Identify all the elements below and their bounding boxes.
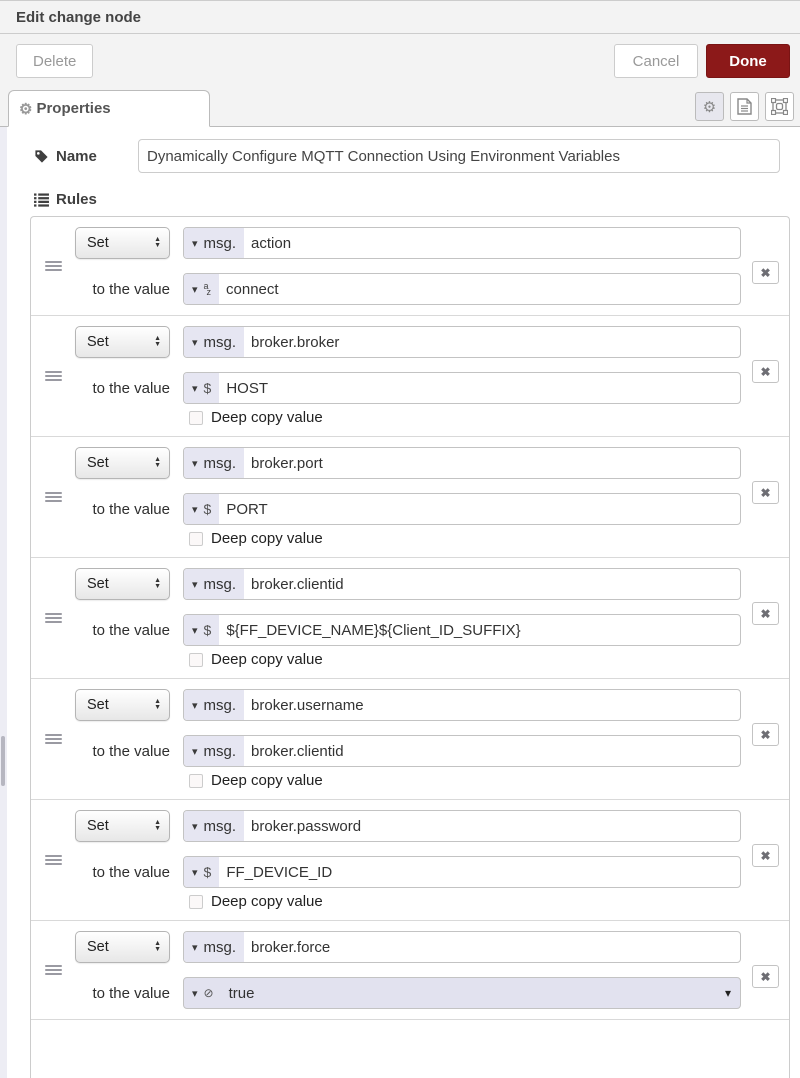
rule-value-input[interactable]: [183, 856, 741, 888]
button-bar: [0, 34, 800, 88]
deep-copy-checkbox[interactable]: [189, 895, 203, 909]
caret-down-icon: ▾: [192, 745, 198, 758]
node-settings-button[interactable]: [695, 92, 724, 121]
select-arrows-icon: ▲ ▼: [154, 456, 161, 469]
property-type-button[interactable]: [184, 569, 244, 599]
delete-rule-button[interactable]: [752, 261, 779, 284]
rule-action-label: Set: [87, 576, 109, 592]
rule-row: [31, 679, 789, 800]
expand-editor-button[interactable]: [765, 92, 794, 121]
select-arrows-icon: ▲ ▼: [154, 819, 161, 832]
x-icon: ✖: [760, 606, 771, 621]
done-button[interactable]: Done: [706, 44, 790, 78]
rule-property-input[interactable]: [183, 810, 741, 842]
rule-action-label: Set: [87, 697, 109, 713]
value-type-button[interactable]: [184, 857, 219, 887]
rule-action-select[interactable]: [75, 568, 170, 600]
rule-property-text: action: [251, 234, 292, 252]
caret-down-icon: ▾: [192, 336, 198, 349]
rule-value-input[interactable]: [183, 493, 741, 525]
caret-down-icon: ▾: [192, 987, 198, 1000]
value-type-button[interactable]: [184, 978, 222, 1008]
env-var-type-icon: $: [203, 501, 212, 517]
name-input[interactable]: [138, 139, 780, 173]
tag-icon: [34, 149, 49, 164]
to-the-value-label: to the value: [92, 863, 170, 881]
rules-empty-space: [31, 1020, 789, 1078]
rule-value-input[interactable]: [183, 273, 741, 305]
rule-property-input[interactable]: [183, 568, 741, 600]
caret-down-icon: ▾: [192, 237, 198, 250]
caret-down-icon: ▾: [192, 457, 198, 470]
delete-rule-button[interactable]: [752, 723, 779, 746]
name-row: [34, 139, 780, 173]
env-var-type-icon: $: [203, 622, 212, 638]
x-icon: ✖: [760, 727, 771, 742]
rule-property-text: broker.clientid: [251, 575, 344, 593]
rule-property-text: broker.port: [251, 454, 323, 472]
dialog-title: Edit change node: [16, 8, 142, 26]
msg-type-icon: msg.: [203, 333, 237, 351]
rule-property-text: broker.password: [251, 817, 362, 835]
rule-value-text: connect: [226, 280, 279, 298]
tab-properties[interactable]: [8, 90, 210, 127]
rule-value-text: PORT: [226, 500, 268, 518]
drag-handle-icon[interactable]: [45, 732, 62, 746]
select-arrows-icon: ▲ ▼: [154, 940, 161, 953]
rule-action-select[interactable]: [75, 227, 170, 259]
rule-action-label: Set: [87, 939, 109, 955]
tab-properties-label: Properties: [36, 100, 111, 117]
property-type-button[interactable]: [184, 932, 244, 962]
rules-list: [31, 217, 789, 1020]
value-type-button[interactable]: [184, 494, 219, 524]
deep-copy-label: Deep copy value: [211, 893, 323, 910]
value-type-button[interactable]: [184, 736, 244, 766]
deep-copy-label: Deep copy value: [211, 530, 323, 547]
rule-property-input[interactable]: [183, 227, 741, 259]
caret-down-icon: ▾: [192, 820, 198, 833]
x-icon: ✖: [760, 485, 771, 500]
delete-rule-button[interactable]: [752, 965, 779, 988]
caret-down-icon: ▾: [192, 624, 198, 637]
x-icon: ✖: [760, 848, 771, 863]
caret-down-icon: ▾: [192, 283, 198, 296]
select-arrows-icon: ▲ ▼: [154, 236, 161, 249]
delete-rule-button[interactable]: [752, 844, 779, 867]
drag-handle-icon[interactable]: [45, 963, 62, 977]
rule-value-text: FF_DEVICE_ID: [226, 863, 333, 881]
deep-copy-checkbox[interactable]: [189, 653, 203, 667]
rule-row: [31, 921, 789, 1020]
rule-value-text: ${FF_DEVICE_NAME}${Client_ID_SUFFIX}: [226, 621, 521, 639]
properties-gear-icon: ⚙: [19, 100, 33, 118]
select-arrows-icon: ▲ ▼: [154, 698, 161, 711]
rule-action-select[interactable]: [75, 326, 170, 358]
deep-copy-label: Deep copy value: [211, 772, 323, 789]
deep-copy-checkbox[interactable]: [189, 411, 203, 425]
rule-value-text: broker.clientid: [251, 742, 344, 760]
cancel-button[interactable]: Cancel: [614, 44, 698, 78]
rule-row: [31, 437, 789, 558]
deep-copy-label: Deep copy value: [211, 651, 323, 668]
caret-down-icon: ▾: [192, 941, 198, 954]
tab-bar: [0, 88, 800, 127]
msg-type-icon: msg.: [203, 454, 237, 472]
select-arrows-icon: ▲ ▼: [154, 577, 161, 590]
deep-copy-row: [189, 409, 741, 426]
rules-container: [30, 216, 790, 1078]
rule-value-text: HOST: [226, 379, 268, 397]
dialog-header: [0, 1, 800, 34]
deep-copy-row: [189, 530, 741, 547]
expand-icon: [771, 98, 788, 115]
to-the-value-label: to the value: [92, 280, 170, 298]
delete-rule-button[interactable]: [752, 602, 779, 625]
rule-property-text: broker.force: [251, 938, 331, 956]
caret-down-icon: ▾: [192, 699, 198, 712]
env-var-type-icon: $: [203, 380, 212, 396]
drag-handle-icon[interactable]: [45, 853, 62, 867]
rule-property-input[interactable]: [183, 931, 741, 963]
rule-property-input[interactable]: [183, 326, 741, 358]
node-description-button[interactable]: [730, 92, 759, 121]
delete-button[interactable]: Delete: [16, 44, 93, 78]
rule-action-label: Set: [87, 455, 109, 471]
rule-property-input[interactable]: [183, 689, 741, 721]
rule-property-text: broker.broker: [251, 333, 340, 351]
value-type-button[interactable]: [184, 373, 219, 403]
properties-panel: [0, 127, 800, 1078]
caret-down-icon: ▾: [192, 866, 198, 879]
property-type-button[interactable]: [184, 228, 244, 258]
deep-copy-row: [189, 651, 741, 668]
rule-row: [31, 316, 789, 437]
deep-copy-label: Deep copy value: [211, 409, 323, 426]
rule-action-select[interactable]: [75, 931, 170, 963]
delete-rule-button[interactable]: [752, 481, 779, 504]
rule-action-label: Set: [87, 334, 109, 350]
rule-value-input[interactable]: [183, 614, 741, 646]
value-type-button[interactable]: [184, 615, 219, 645]
to-the-value-label: to the value: [92, 379, 170, 397]
to-the-value-label: to the value: [92, 500, 170, 518]
document-icon: [737, 98, 752, 115]
caret-down-icon: ▾: [192, 382, 198, 395]
rule-value-input[interactable]: [183, 372, 741, 404]
select-arrows-icon: ▲ ▼: [154, 335, 161, 348]
delete-rule-button[interactable]: [752, 360, 779, 383]
rule-value-input[interactable]: [183, 977, 741, 1009]
tab-tools: [695, 92, 794, 121]
drag-handle-icon[interactable]: [45, 611, 62, 625]
drag-handle-icon[interactable]: [45, 369, 62, 383]
msg-type-icon: msg.: [203, 817, 237, 835]
caret-down-icon: ▾: [192, 578, 198, 591]
left-scrollbar-track: [0, 127, 7, 1078]
rule-value-text: true: [228, 984, 255, 1002]
to-the-value-label: to the value: [92, 984, 170, 1002]
deep-copy-checkbox[interactable]: [189, 774, 203, 788]
msg-type-icon: msg.: [203, 742, 237, 760]
boolean-type-icon: ⊘: [203, 986, 214, 1000]
rule-action-select[interactable]: [75, 447, 170, 479]
rule-value-input[interactable]: [183, 735, 741, 767]
env-var-type-icon: $: [203, 864, 212, 880]
msg-type-icon: msg.: [203, 696, 237, 714]
rule-action-label: Set: [87, 818, 109, 834]
rule-property-text: broker.username: [251, 696, 364, 714]
left-scrollbar-thumb[interactable]: [1, 736, 5, 786]
rule-row: [31, 217, 789, 316]
property-type-button[interactable]: [184, 448, 244, 478]
list-icon: [34, 193, 49, 207]
string-type-icon: a z: [203, 280, 212, 297]
x-icon: ✖: [760, 364, 771, 379]
rules-label: Rules: [34, 191, 780, 208]
rule-property-input[interactable]: [183, 447, 741, 479]
rule-action-select[interactable]: [75, 689, 170, 721]
msg-type-icon: msg.: [203, 234, 237, 252]
msg-type-icon: msg.: [203, 575, 237, 593]
property-type-button[interactable]: [184, 327, 244, 357]
x-icon: ✖: [760, 969, 771, 984]
drag-handle-icon[interactable]: [45, 490, 62, 504]
deep-copy-checkbox[interactable]: [189, 532, 203, 546]
value-type-button[interactable]: [184, 274, 219, 304]
to-the-value-label: to the value: [92, 621, 170, 639]
property-type-button[interactable]: [184, 811, 244, 841]
deep-copy-row: [189, 893, 741, 910]
msg-type-icon: msg.: [203, 938, 237, 956]
rule-row: [31, 800, 789, 921]
to-the-value-label: to the value: [92, 742, 170, 760]
caret-down-icon: ▾: [192, 503, 198, 516]
gear-icon: ⚙: [702, 98, 717, 116]
property-type-button[interactable]: [184, 690, 244, 720]
name-label: Name: [34, 148, 138, 165]
rule-action-select[interactable]: [75, 810, 170, 842]
rule-row: [31, 558, 789, 679]
bool-dropdown-caret-icon: ▾: [724, 986, 731, 1000]
rule-action-label: Set: [87, 235, 109, 251]
deep-copy-row: [189, 772, 741, 789]
x-icon: ✖: [760, 265, 771, 280]
drag-handle-icon[interactable]: [45, 259, 62, 273]
